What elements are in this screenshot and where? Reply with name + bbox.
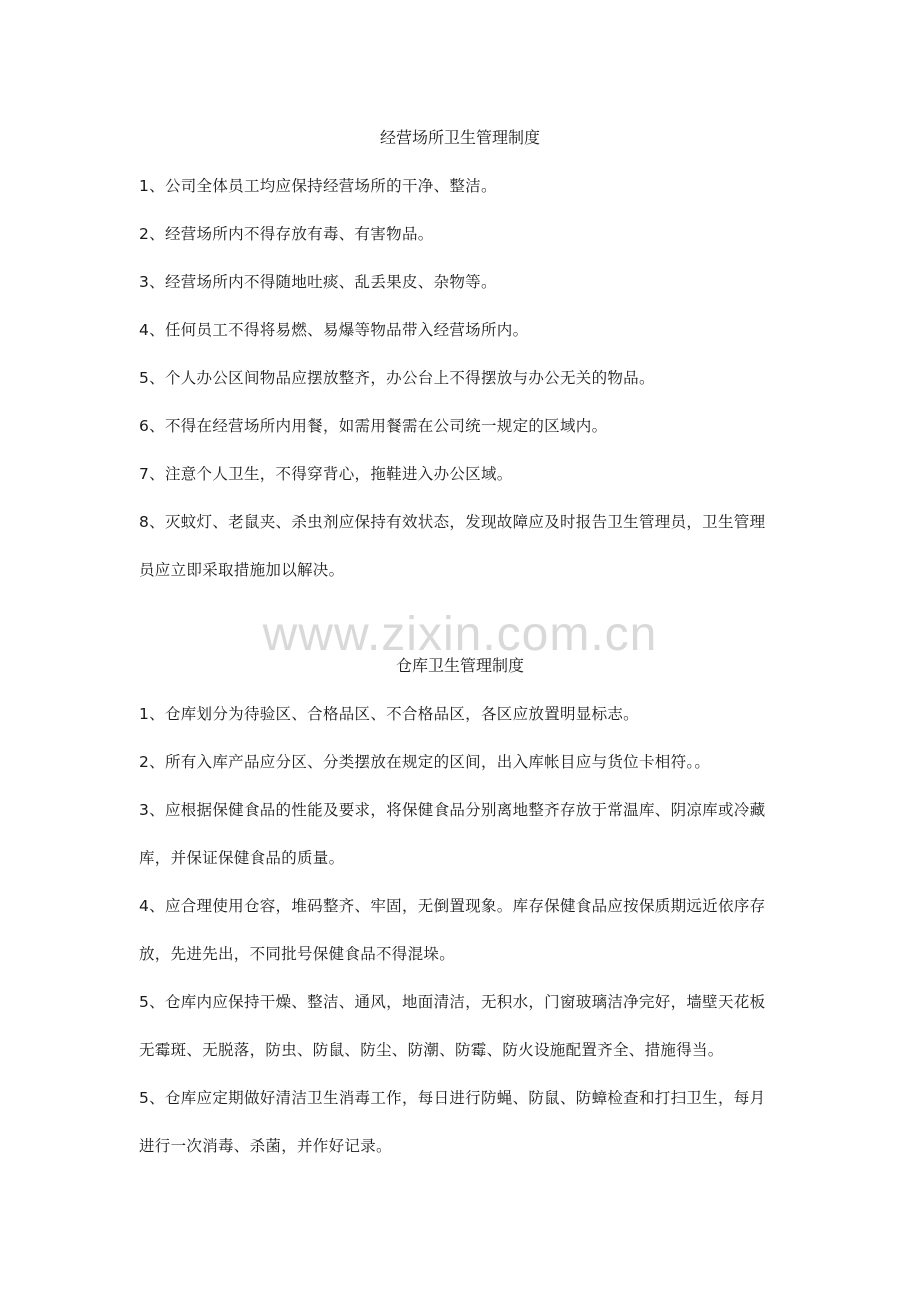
list-item — [139, 1074, 789, 1170]
paragraph-line: 1、公司全体员工均应保持经营场所的干净、整洁。 — [139, 177, 497, 195]
list-item — [139, 450, 789, 498]
paragraph-line: 3、应根据保健食品的性能及要求，将保健食品分别离地整齐存放于常温库、阴凉库或冷藏 — [139, 801, 766, 819]
paragraph-line: 5、仓库应定期做好清洁卫生消毒工作，每日进行防蝇、防鼠、防蟑检查和打扫卫生，每月 — [139, 1089, 766, 1107]
paragraph-line: 3、经营场所内不得随地吐痰、乱丢果皮、杂物等。 — [139, 273, 497, 291]
paragraph-line: 库，并保证保健食品的质量。 — [139, 849, 345, 867]
list-item — [139, 306, 789, 354]
paragraph-line: 6、不得在经营场所内用餐，如需用餐需在公司统一规定的区域内。 — [139, 417, 608, 435]
list-item — [139, 498, 789, 594]
list-item — [139, 786, 789, 882]
list-item — [139, 882, 789, 978]
watermark: www.zixin.com.cn — [262, 608, 658, 661]
paragraph-line: 1、仓库划分为待验区、合格品区、不合格品区，各区应放置明显标志。 — [139, 705, 639, 723]
paragraph-line: 7、注意个人卫生，不得穿背心，拖鞋进入办公区域。 — [139, 465, 513, 483]
paragraph-line: 无霉斑、无脱落，防虫、防鼠、防尘、防潮、防霉、防火设施配置齐全、措施得当。 — [139, 1041, 724, 1059]
list-item — [139, 258, 789, 306]
paragraph-line: 2、所有入库产品应分区、分类摆放在规定的区间，出入库帐目应与货位卡相符。。 — [139, 753, 711, 771]
paragraph-line: 2、经营场所内不得存放有毒、有害物品。 — [139, 225, 434, 243]
paragraph-line: 4、任何员工不得将易燃、易爆等物品带入经营场所内。 — [139, 321, 529, 339]
paragraph-line: 5、仓库内应保持干燥、整洁、通风，地面清洁，无积水，门窗玻璃洁净完好，墙壁天花板 — [139, 993, 766, 1011]
paragraph-line: 放，先进先出，不同批号保健食品不得混垛。 — [139, 945, 456, 963]
list-item — [139, 210, 789, 258]
paragraph-line: 8、灭蚊灯、老鼠夹、杀虫剂应保持有效状态，发现故障应及时报告卫生管理员，卫生管理 — [139, 513, 766, 531]
section-title-warehouse: 仓库卫生管理制度 — [395, 656, 524, 675]
list-item — [139, 738, 789, 786]
list-item — [139, 162, 789, 210]
paragraph-line: 5、个人办公区间物品应摆放整齐，办公台上不得摆放与办公无关的物品。 — [139, 369, 655, 387]
list-item — [139, 354, 789, 402]
paragraph-line: 员应立即采取措施加以解决。 — [139, 561, 345, 579]
list-item — [139, 978, 789, 1074]
section-title-business-premises: 经营场所卫生管理制度 — [379, 128, 540, 147]
list-item — [139, 690, 789, 738]
paragraph-line: 4、应合理使用仓容，堆码整齐、牢固，无倒置现象。库存保健食品应按保质期远近依序存 — [139, 897, 766, 915]
paragraph-line: 进行一次消毒、杀菌，并作好记录。 — [139, 1137, 392, 1155]
list-item — [139, 402, 789, 450]
